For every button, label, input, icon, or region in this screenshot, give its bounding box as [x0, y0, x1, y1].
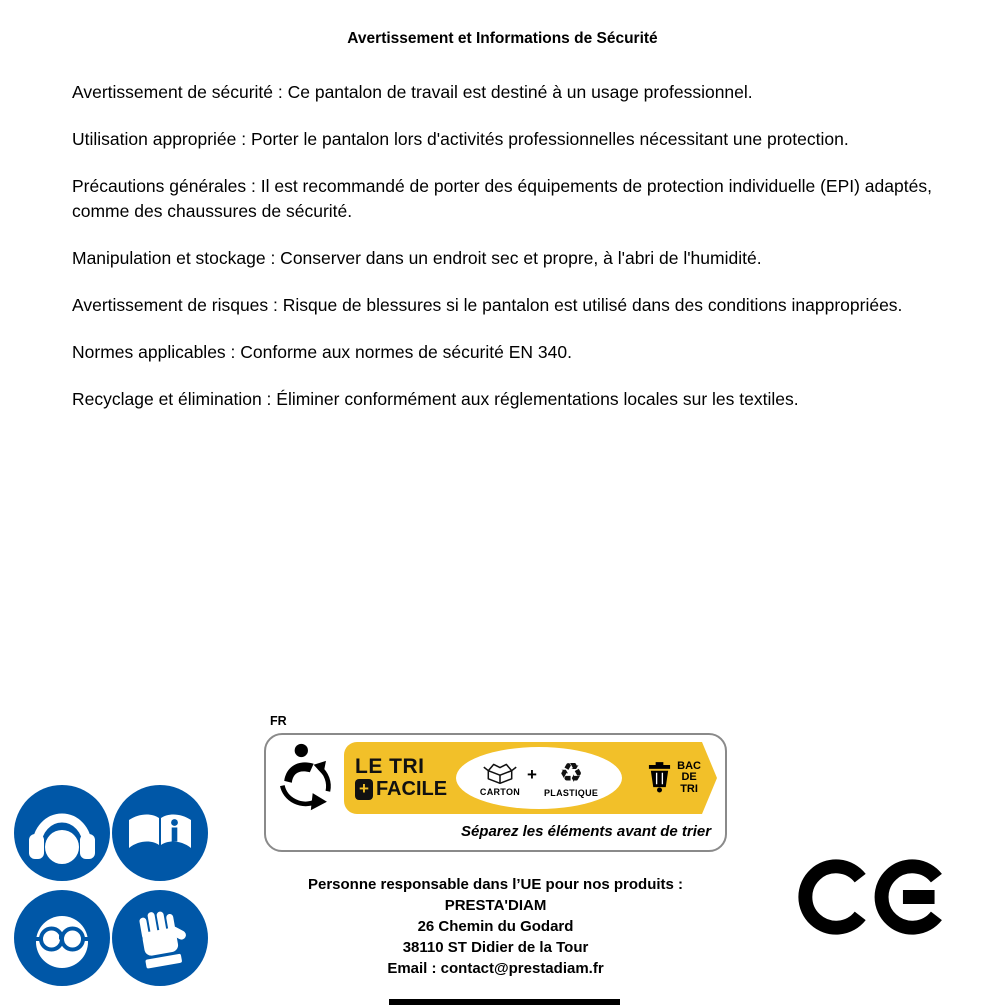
recycling-symbol-icon: ♻ — [558, 757, 584, 788]
plus-separator: + — [527, 765, 537, 784]
ce-mark — [797, 850, 955, 944]
paragraph-precautions: Précautions générales : Il est recommandé de porter des équipements de protection individuelle (EPI) adaptés, comme des chaussures de sécurité. — [72, 176, 932, 221]
banner-arrow-tip — [702, 742, 717, 814]
address-line-street: 26 Chemin du Godard — [417, 918, 574, 935]
eu-responsible-address — [264, 874, 727, 979]
triman-icon — [272, 741, 342, 815]
plastique-item: ♻ PLASTIQUE — [543, 757, 599, 798]
protective-gloves-icon — [112, 890, 208, 986]
ear-protection-icon — [14, 785, 110, 881]
tri-tagline: Séparez les éléments avant de trier — [460, 823, 712, 840]
address-line-city: 38110 ST Didier de la Tour — [402, 939, 589, 956]
eye-protection-icon — [14, 890, 110, 986]
fr-label: FR — [270, 714, 287, 728]
info-tri-box — [264, 733, 727, 852]
safety-pictograms — [14, 785, 208, 986]
address-line-email: Email : contact@prestadiam.fr — [387, 960, 604, 977]
paragraph-manipulation: Manipulation et stockage : Conserver dans un endroit sec et propre, à l'abri de l'humidité. — [72, 248, 762, 268]
bac-de-tri — [639, 761, 702, 796]
paragraph-avertissement-securite: Avertissement de sécurité : Ce pantalon de travail est destiné à un usage professionnel. — [72, 82, 753, 102]
page-title: Avertissement et Informations de Sécurité — [347, 30, 658, 47]
address-line-responsible: Personne responsable dans l’UE pour nos produits : — [307, 876, 684, 893]
tri-banner — [344, 742, 717, 814]
read-manual-icon — [112, 785, 208, 881]
sorting-bin-icon — [647, 762, 672, 793]
paragraph-normes: Normes applicables : Conforme aux normes de sécurité EN 340. — [72, 342, 572, 362]
materials-ellipse — [456, 747, 622, 809]
paragraph-recyclage: Recyclage et élimination : Éliminer conformément aux réglementations locales sur les textiles. — [72, 389, 799, 409]
le-tri-facile-text: LE TRI + FACILE — [355, 754, 448, 800]
carton-item: CARTON — [480, 759, 520, 797]
safety-text — [72, 80, 944, 434]
bac-de-tri-label: BAC DE TRI — [677, 759, 701, 795]
paragraph-utilisation: Utilisation appropriée : Porter le pantalon lors d'activités professionnelles nécessitant une protection. — [72, 129, 849, 149]
address-line-company: PRESTA'DIAM — [444, 897, 547, 914]
cardboard-box-icon — [481, 759, 519, 786]
paragraph-risques: Avertissement de risques : Risque de blessures si le pantalon est utilisé dans des conditions inappropriées. — [72, 295, 903, 315]
bottom-cropped-mark — [389, 999, 620, 1005]
plus-icon: + — [355, 779, 373, 800]
